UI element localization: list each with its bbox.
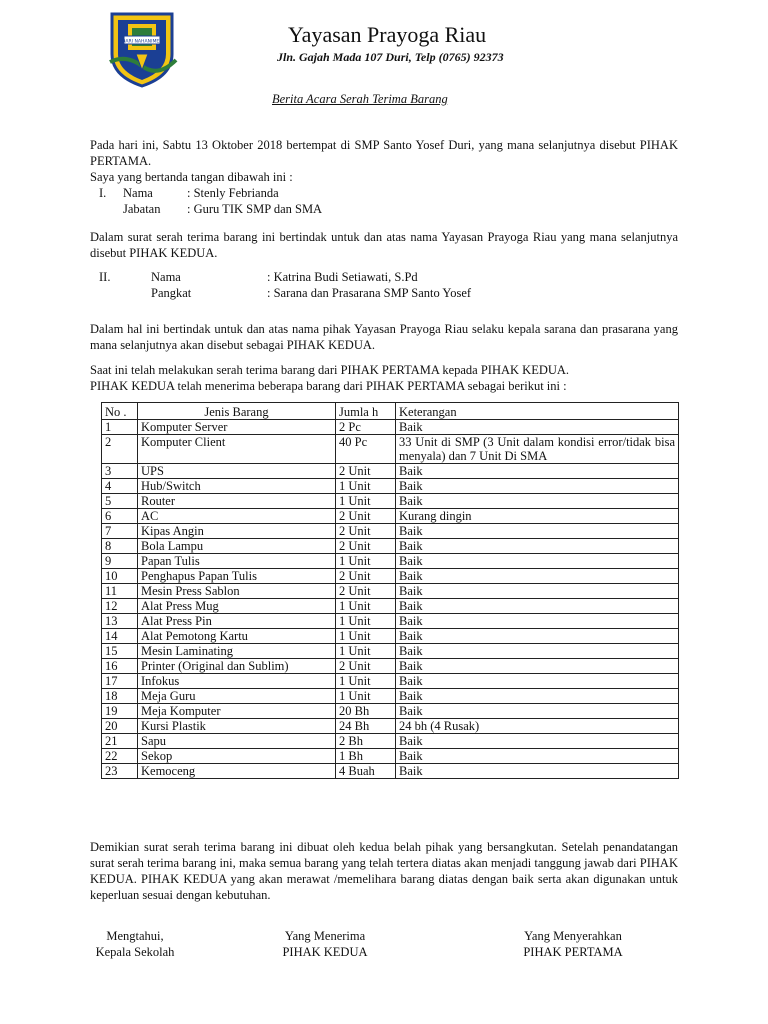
cell-no: 18 [102, 689, 138, 704]
table-row [102, 704, 679, 719]
cell-remarks: Baik [396, 674, 679, 689]
cell-no: 23 [102, 764, 138, 779]
cell-quantity: 2 Unit [336, 524, 396, 539]
cell-quantity: 2 Unit [336, 464, 396, 479]
cell-item: Alat Pemotong Kartu [138, 629, 336, 644]
cell-item: Printer (Original dan Sublim) [138, 659, 336, 674]
party1-role-label: Jabatan [123, 202, 161, 216]
table-row [102, 464, 679, 479]
cell-item: Meja Komputer [138, 704, 336, 719]
table-row [102, 734, 679, 749]
cell-remarks: 33 Unit di SMP (3 Unit dalam kondisi error/tidak bisa menyala) dan 7 Unit Di SMA [396, 435, 679, 464]
cell-no: 13 [102, 614, 138, 629]
signature-receiver [260, 928, 390, 960]
document-title: Berita Acara Serah Terima Barang [272, 92, 448, 106]
cell-quantity: 1 Unit [336, 479, 396, 494]
table-row [102, 584, 679, 599]
cell-item: Alat Press Pin [138, 614, 336, 629]
items-table [101, 402, 679, 779]
giver-line-1: Yang Menyerahkan [524, 929, 622, 943]
cell-remarks: Baik [396, 479, 679, 494]
party2-name-value: : Katrina Budi Setiawati, S.Pd [267, 270, 418, 284]
signature-giver [498, 928, 648, 960]
cell-remarks: Baik [396, 629, 679, 644]
cell-remarks: Kurang dingin [396, 509, 679, 524]
cell-item: Komputer Server [138, 420, 336, 435]
table-row [102, 764, 679, 779]
cell-quantity: 2 Unit [336, 584, 396, 599]
table-row [102, 420, 679, 435]
logo-text: DARI NAHANIMET [121, 39, 163, 45]
header-quantity: Jumla h [336, 403, 396, 420]
handover-line-1: Saat ini telah melakukan serah terima barang dari PIHAK PERTAMA kepada PIHAK KEDUA. [90, 363, 570, 377]
cell-no: 10 [102, 569, 138, 584]
cell-quantity: 1 Unit [336, 644, 396, 659]
giver-line-2: PIHAK PERTAMA [523, 945, 623, 959]
principal-line-1: Mengtahui, [106, 929, 164, 943]
table-row [102, 509, 679, 524]
cell-quantity: 2 Bh [336, 734, 396, 749]
cell-item: Papan Tulis [138, 554, 336, 569]
cell-no: 11 [102, 584, 138, 599]
cell-item: Kemoceng [138, 764, 336, 779]
cell-quantity: 1 Unit [336, 689, 396, 704]
cell-no: 17 [102, 674, 138, 689]
table-row [102, 569, 679, 584]
cell-item: Komputer Client [138, 435, 336, 464]
header-no: No . [102, 403, 138, 420]
table-row [102, 749, 679, 764]
intro-paragraph: Pada hari ini, Sabtu 13 Oktober 2018 bertempat di SMP Santo Yosef Duri, yang mana selanjutnya disebut PIHAK PERTAMA. [90, 138, 678, 168]
cell-no: 9 [102, 554, 138, 569]
cell-item: Mesin Press Sablon [138, 584, 336, 599]
cell-remarks: Baik [396, 704, 679, 719]
cell-no: 1 [102, 420, 138, 435]
cell-remarks: Baik [396, 539, 679, 554]
cell-no: 19 [102, 704, 138, 719]
cell-item: Penghapus Papan Tulis [138, 569, 336, 584]
cell-item: Infokus [138, 674, 336, 689]
header-remarks: Keterangan [396, 403, 679, 420]
party2-role-value: : Sarana dan Prasarana SMP Santo Yosef [267, 286, 472, 300]
table-row [102, 479, 679, 494]
cell-no: 7 [102, 524, 138, 539]
cell-quantity: 2 Unit [336, 509, 396, 524]
cell-no: 12 [102, 599, 138, 614]
party1-name-label: Nama [123, 186, 153, 200]
cell-quantity: 40 Pc [336, 435, 396, 464]
header-item-type: Jenis Barang [138, 403, 336, 420]
cell-quantity: 1 Unit [336, 494, 396, 509]
cell-remarks: Baik [396, 749, 679, 764]
cell-item: Router [138, 494, 336, 509]
cell-quantity: 2 Pc [336, 420, 396, 435]
cell-item: Alat Press Mug [138, 599, 336, 614]
cell-no: 22 [102, 749, 138, 764]
cell-no: 20 [102, 719, 138, 734]
cell-remarks: Baik [396, 689, 679, 704]
party1-role-value: : Guru TIK SMP dan SMA [187, 202, 323, 216]
cell-no: 6 [102, 509, 138, 524]
table-row [102, 539, 679, 554]
table-row [102, 524, 679, 539]
cell-quantity: 1 Unit [336, 674, 396, 689]
cell-no: 15 [102, 644, 138, 659]
cell-no: 16 [102, 659, 138, 674]
cell-item: Kipas Angin [138, 524, 336, 539]
signature-principal [70, 928, 200, 960]
closing-paragraph: Demikian surat serah terima barang ini dibuat oleh kedua belah pihak yang bersangkutan. Setelah penandatangan surat serah terima barang ini, maka semua barang yang telah tertera diatas akan menjadi tanggung jawab dari PIHAK KEDUA. PIHAK KEDUA yang akan merawat /memelihara barang diatas dengan baik serta akan digunakan untuk keperluan sesuai dengan kebutuhan. [90, 840, 678, 902]
cell-remarks: Baik [396, 614, 679, 629]
principal-line-2: Kepala Sekolah [95, 945, 175, 959]
cell-quantity: 1 Bh [336, 749, 396, 764]
table-row [102, 435, 679, 464]
cell-quantity: 24 Bh [336, 719, 396, 734]
table-row [102, 554, 679, 569]
table-row [102, 689, 679, 704]
cell-item: UPS [138, 464, 336, 479]
cell-item: Mesin Laminating [138, 644, 336, 659]
table-row [102, 719, 679, 734]
table-row [102, 614, 679, 629]
cell-quantity: 20 Bh [336, 704, 396, 719]
cell-item: AC [138, 509, 336, 524]
cell-item: Hub/Switch [138, 479, 336, 494]
cell-quantity: 1 Unit [336, 629, 396, 644]
cell-remarks: Baik [396, 464, 679, 479]
receiver-line-2: PIHAK KEDUA [282, 945, 368, 959]
table-row [102, 674, 679, 689]
party1-numeral: I. [99, 186, 107, 200]
cell-item: Bola Lampu [138, 539, 336, 554]
table-row [102, 659, 679, 674]
cell-item: Meja Guru [138, 689, 336, 704]
items-table-body [102, 420, 679, 779]
cell-no: 5 [102, 494, 138, 509]
cell-remarks: Baik [396, 420, 679, 435]
cell-quantity: 2 Unit [336, 569, 396, 584]
cell-remarks: Baik [396, 569, 679, 584]
cell-no: 4 [102, 479, 138, 494]
cell-remarks: Baik [396, 764, 679, 779]
cell-no: 2 [102, 435, 138, 464]
school-logo [106, 10, 178, 88]
signer-intro-line: Saya yang bertanda tangan dibawah ini : [90, 170, 293, 184]
cell-remarks: Baik [396, 659, 679, 674]
organization-address: Jln. Gajah Mada 107 Duri, Telp (0765) 92373 [277, 50, 504, 64]
organization-name: Yayasan Prayoga Riau [288, 22, 487, 47]
cell-remarks: Baik [396, 554, 679, 569]
cell-no: 8 [102, 539, 138, 554]
cell-no: 3 [102, 464, 138, 479]
party2-numeral: II. [99, 270, 111, 284]
cell-remarks: Baik [396, 584, 679, 599]
cell-remarks: 24 bh (4 Rusak) [396, 719, 679, 734]
party2-role-label: Pangkat [151, 286, 192, 300]
cell-remarks: Baik [396, 524, 679, 539]
cell-remarks: Baik [396, 599, 679, 614]
cell-quantity: 1 Unit [336, 599, 396, 614]
cell-item: Sapu [138, 734, 336, 749]
cell-quantity: 1 Unit [336, 554, 396, 569]
table-row [102, 629, 679, 644]
receiver-line-1: Yang Menerima [284, 929, 366, 943]
cell-remarks: Baik [396, 734, 679, 749]
table-header-row [102, 403, 679, 420]
party1-name-value: : Stenly Febrianda [187, 186, 279, 200]
cell-quantity: 2 Unit [336, 659, 396, 674]
handover-line-2: PIHAK KEDUA telah menerima beberapa barang dari PIHAK PERTAMA sebagai berikut ini : [90, 379, 567, 393]
cell-remarks: Baik [396, 644, 679, 659]
table-row [102, 599, 679, 614]
cell-no: 14 [102, 629, 138, 644]
cell-item: Kursi Plastik [138, 719, 336, 734]
party2-intro-paragraph: Dalam surat serah terima barang ini bertindak untuk dan atas nama Yayasan Prayoga Riau yang mana selanjutnya disebut PIHAK KEDUA. [90, 230, 678, 260]
party2-name-label: Nama [151, 270, 181, 284]
cell-item: Sekop [138, 749, 336, 764]
representation-paragraph: Dalam hal ini bertindak untuk dan atas nama pihak Yayasan Prayoga Riau selaku kepala sarana dan prasarana yang mana selanjutnya akan disebut sebagai PIHAK KEDUA. [90, 322, 678, 352]
cell-quantity: 1 Unit [336, 614, 396, 629]
cell-quantity: 2 Unit [336, 539, 396, 554]
table-row [102, 494, 679, 509]
cell-no: 21 [102, 734, 138, 749]
cell-remarks: Baik [396, 494, 679, 509]
cell-quantity: 4 Buah [336, 764, 396, 779]
table-row [102, 644, 679, 659]
